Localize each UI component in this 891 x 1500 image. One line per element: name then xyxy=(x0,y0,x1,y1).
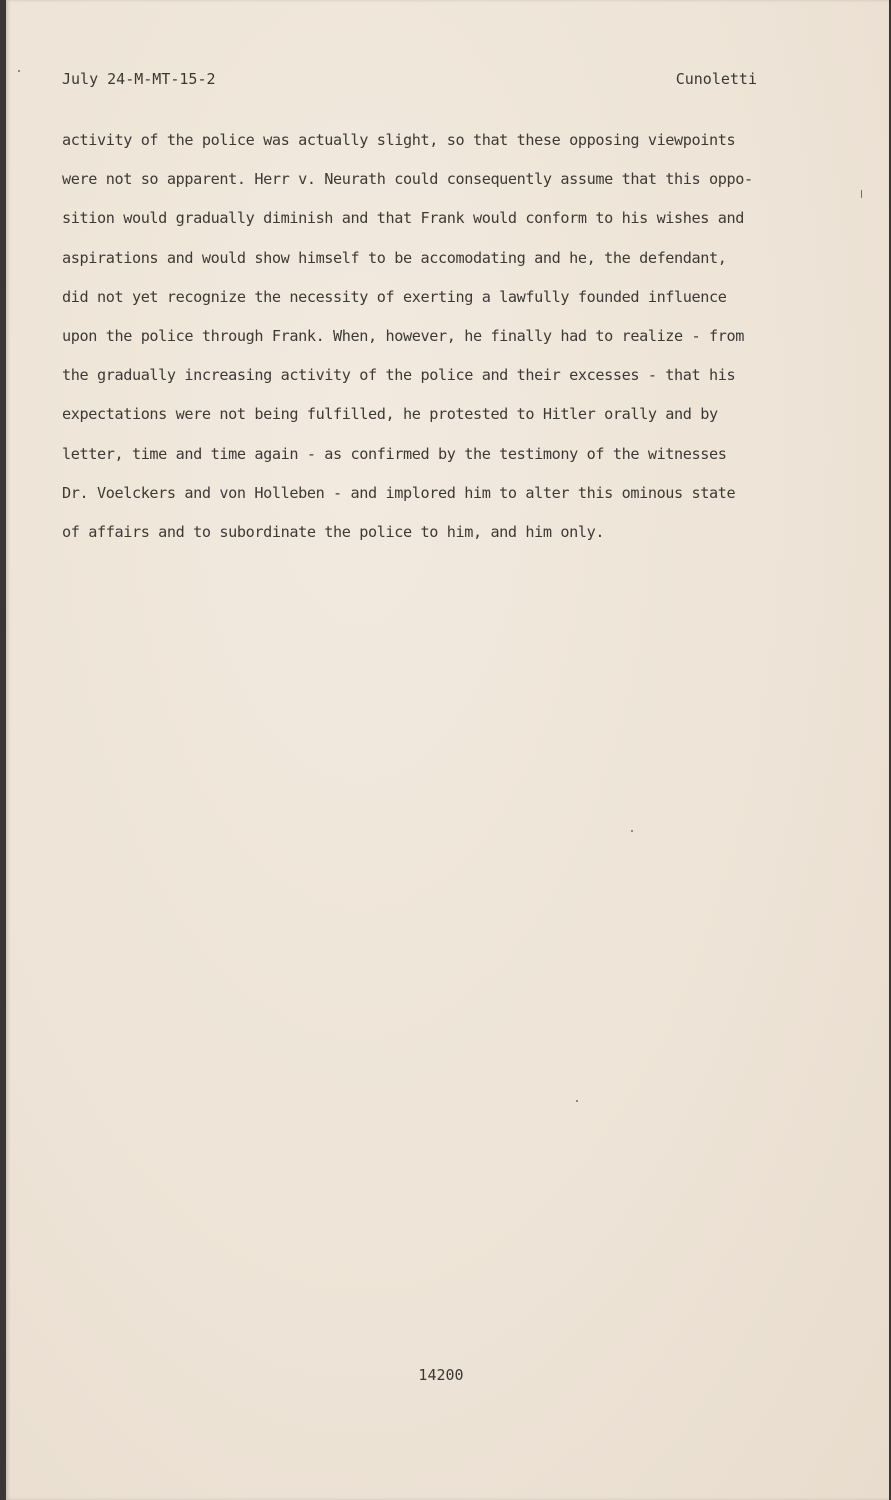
text-line: Dr. Voelckers and von Holleben - and implored him to alter this ominous state xyxy=(62,483,736,502)
text-line: letter, time and time again - as confirmed by the testimony of the witnesses xyxy=(62,444,727,463)
page-number: 14200 xyxy=(418,1366,464,1384)
paper-speck xyxy=(631,830,633,832)
text-line: expectations were not being fulfilled, he protested to Hitler orally and by xyxy=(62,405,718,424)
body-text xyxy=(62,124,832,555)
paper-speck xyxy=(18,70,20,72)
text-line: the gradually increasing activity of the police and their excesses - that his xyxy=(62,366,736,385)
text-line: aspirations and would show himself to be accomodating and he, the defendant, xyxy=(62,248,727,267)
text-line: were not so apparent. Herr v. Neurath could consequently assume that this oppo- xyxy=(62,170,753,189)
text-line: upon the police through Frank. When, however, he finally had to realize - from xyxy=(62,326,745,345)
page-header xyxy=(62,70,757,94)
text-line: did not yet recognize the necessity of exerting a lawfully founded influence xyxy=(62,287,727,306)
text-line: activity of the police was actually slight, so that these opposing viewpoints xyxy=(62,131,736,149)
document-reference: July 24-M-MT-15-2 xyxy=(62,70,216,88)
document-page xyxy=(6,0,889,1500)
reporter-name: Cunoletti xyxy=(675,70,757,88)
paper-speck xyxy=(576,1100,578,1102)
text-line: sition would gradually diminish and that Frank would conform to his wishes and xyxy=(62,209,745,228)
paper-speck xyxy=(861,190,862,198)
text-line: of affairs and to subordinate the police to him, and him only. xyxy=(62,522,605,541)
